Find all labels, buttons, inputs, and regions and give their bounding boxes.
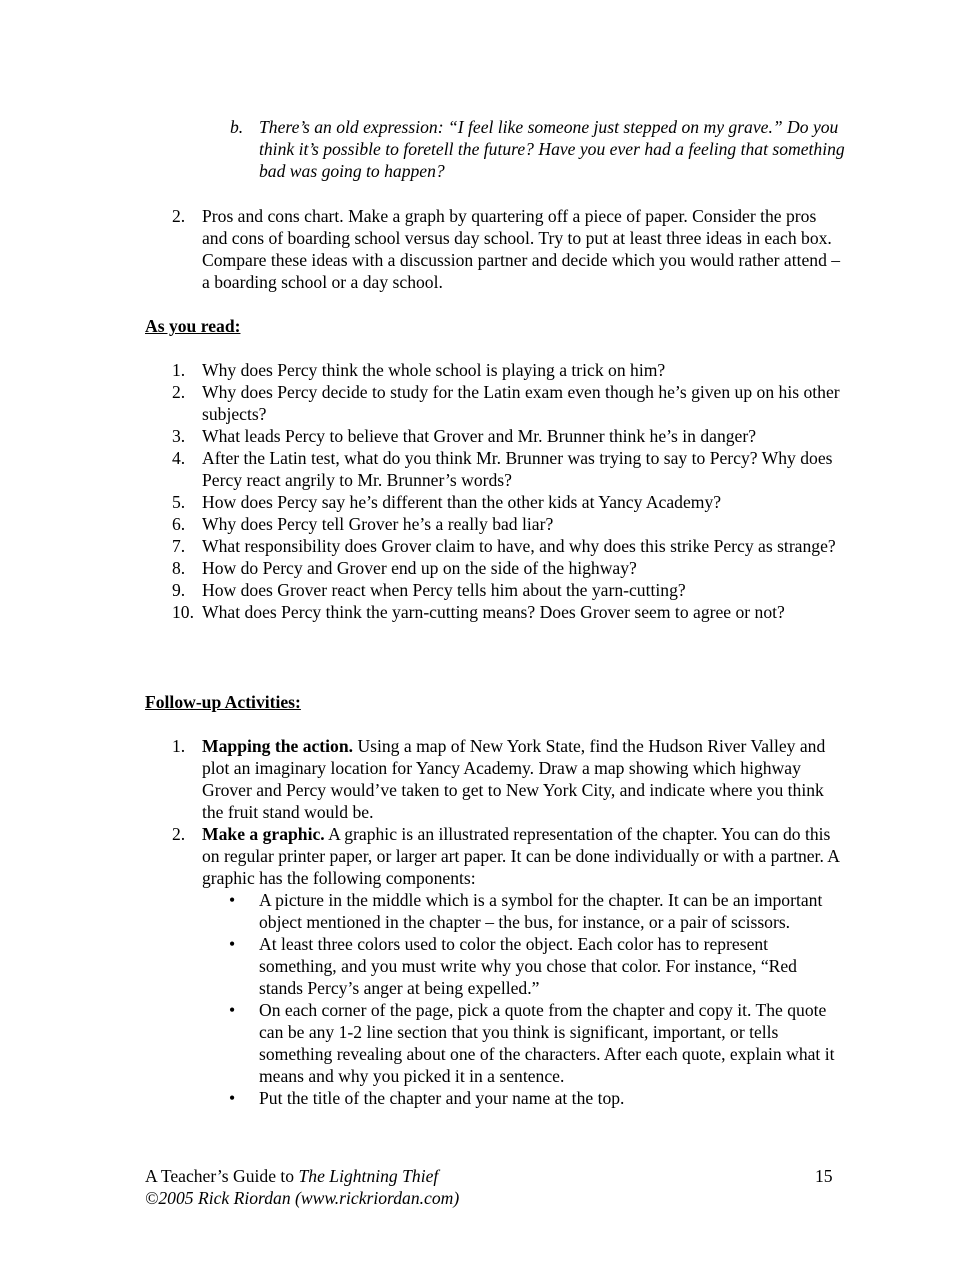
bullet-text: A picture in the middle which is a symbol for the chapter. It can be an important object mentioned in the chapter – the bus, for instance, or a pair of scissors.: [259, 890, 823, 932]
item-number: 10.: [172, 602, 194, 622]
bullet-item: [202, 1087, 842, 1109]
as-you-read-heading: As you read:: [145, 316, 241, 336]
item-number: 6.: [172, 514, 186, 534]
list-item: [172, 447, 842, 491]
questions-list: [172, 359, 842, 623]
bullet-item: [202, 999, 842, 1087]
list-item: [172, 491, 842, 513]
list-item: [172, 735, 842, 823]
item-text: How does Percy say he’s different than the other kids at Yancy Academy?: [202, 492, 722, 512]
list-item: [172, 381, 842, 425]
item-text: What does Percy think the yarn-cutting means? Does Grover seem to agree or not?: [202, 602, 785, 622]
pre-reading-list: [172, 205, 842, 293]
list-item: [172, 425, 842, 447]
item-text: What leads Percy to believe that Grover and Mr. Brunner think he’s in danger?: [202, 426, 757, 446]
list-item: [172, 579, 842, 601]
bullet-item: [202, 933, 842, 999]
item-text: Using a map of New York State, find the Hudson River Valley and plot an imaginary location for Yancy Academy. Draw a map showing which highway Grover and Percy would’ve taken to get to New York City, and indicate where you think the fruit stand would be.: [202, 736, 826, 822]
item-marker: b.: [230, 117, 244, 137]
activity-title: Make a graphic.: [202, 824, 325, 844]
item-number: 1.: [172, 736, 186, 756]
item-text: How do Percy and Grover end up on the side of the highway?: [202, 558, 637, 578]
item-text: Why does Percy decide to study for the Latin exam even though he’s given up on his other subjects?: [202, 382, 840, 424]
bullet-icon: •: [229, 1000, 236, 1020]
bullet-list: [202, 889, 842, 1109]
item-number: 7.: [172, 536, 186, 556]
bullet-text: On each corner of the page, pick a quote from the chapter and copy it. The quote can be any 1-2 line section that you think is significant, important, or tells something revealing about one of the characters. After each quote, explain what it means and why you picked it in a sentence.: [259, 1000, 835, 1086]
item-text: What responsibility does Grover claim to have, and why does this strike Percy as strange?: [202, 536, 836, 556]
list-item: [172, 205, 842, 293]
item-text: Why does Percy think the whole school is playing a trick on him?: [202, 360, 666, 380]
item-text: Why does Percy tell Grover he’s a really bad liar?: [202, 514, 554, 534]
list-item: [172, 359, 842, 381]
footer-book-title: The Lightning Thief: [298, 1166, 439, 1186]
item-number: 1.: [172, 360, 186, 380]
item-text: A graphic is an illustrated representation of the chapter. You can do this on regular printer paper, or larger art paper. It can be done individually or with a partner. A graphic has the following components:: [202, 824, 840, 888]
item-text: Pros and cons chart. Make a graph by quartering off a piece of paper. Consider the pros and cons of boarding school versus day school. Try to put at least three ideas in each box. Compare these ideas with a discussion partner and decide which you would rather attend – a boarding school or a day school.: [202, 206, 841, 292]
bullet-text: At least three colors used to color the object. Each color has to represent something, and you must write why you chose that color. For instance, “Red stands Percy’s anger at being expelled.”: [259, 934, 797, 998]
list-item: [172, 535, 842, 557]
item-number: 2.: [172, 206, 186, 226]
item-text: After the Latin test, what do you think Mr. Brunner was trying to say to Percy? Why does Percy react angrily to Mr. Brunner’s words?: [202, 448, 833, 490]
footer-guide-prefix: A Teacher’s Guide to: [145, 1166, 299, 1186]
activities-list: [172, 735, 842, 1109]
bullet-text: Put the title of the chapter and your name at the top.: [259, 1088, 625, 1108]
item-number: 9.: [172, 580, 186, 600]
item-text: How does Grover react when Percy tells him about the yarn-cutting?: [202, 580, 686, 600]
item-number: 3.: [172, 426, 186, 446]
list-item: [172, 557, 842, 579]
page-number: 15: [815, 1166, 833, 1186]
pre-reading-item-b: [230, 116, 850, 182]
bullet-icon: •: [229, 1088, 236, 1108]
item-number: 8.: [172, 558, 186, 578]
footer: [145, 1165, 459, 1209]
footer-copyright: ©2005 Rick Riordan (www.rickriordan.com): [145, 1188, 460, 1208]
item-number: 4.: [172, 448, 186, 468]
item-text: There’s an old expression: “I feel like someone just stepped on my grave.” Do you think it’s possible to foretell the future? Have you ever had a feeling that something bad was going to happen?: [259, 117, 845, 181]
item-number: 2.: [172, 382, 186, 402]
list-item: [172, 601, 842, 623]
list-item: [172, 823, 842, 1109]
bullet-icon: •: [229, 934, 236, 954]
list-item: [172, 513, 842, 535]
bullet-item: [202, 889, 842, 933]
activity-title: Mapping the action.: [202, 736, 354, 756]
bullet-icon: •: [229, 890, 236, 910]
follow-up-heading: Follow-up Activities:: [145, 692, 301, 712]
item-number: 5.: [172, 492, 186, 512]
footer-guide-line: [145, 1165, 459, 1187]
item-number: 2.: [172, 824, 186, 844]
